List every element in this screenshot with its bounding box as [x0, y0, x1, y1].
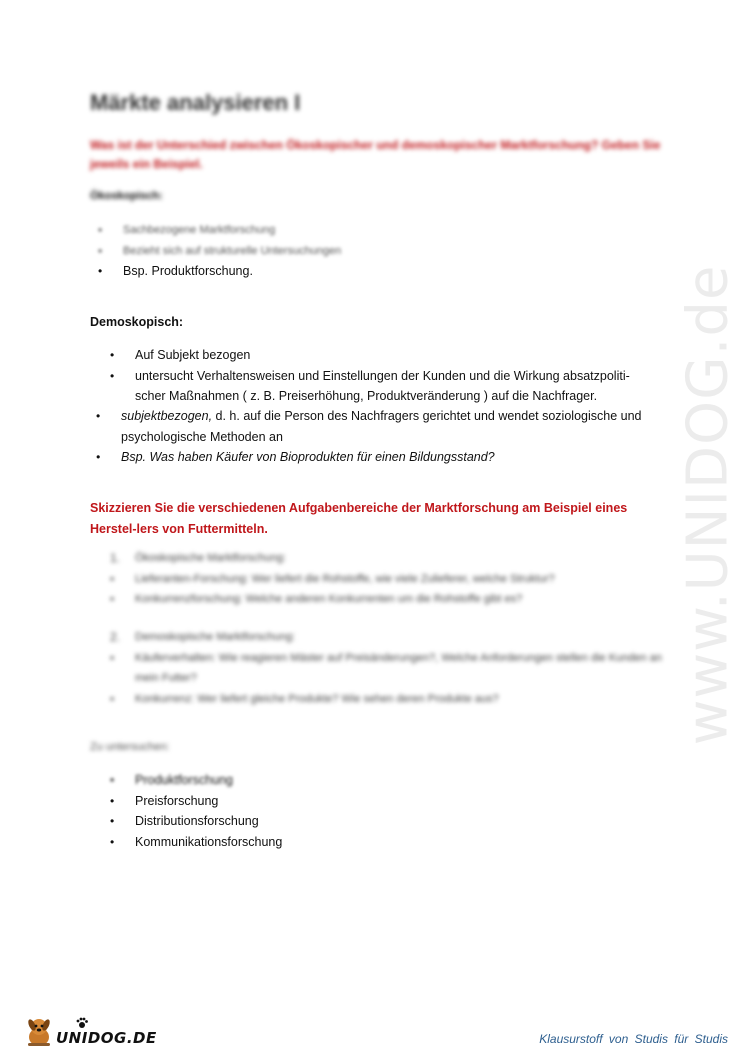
task-group-2 — [110, 627, 670, 709]
list-item: • Distributionsforschung — [110, 811, 650, 832]
heading-demoskopisch: Demoskopisch: — [90, 315, 184, 329]
watermark-text: www.UNIDOG.de — [675, 264, 741, 746]
list-item: • Konkurrenz: Wer liefert gleiche Produkte? Wie sehen deren Produkte aus? — [110, 689, 670, 710]
list-zu-untersuchen — [110, 770, 650, 852]
list-item: • Sachbezogene Marktforschung — [98, 220, 658, 241]
item-text: d. h. auf die Person des Nachfragers gerichtet und wendet soziologische und psychologische Methoden an — [121, 409, 642, 444]
page-title: Märkte analysieren I — [90, 90, 301, 115]
list-item: • Kommunikationsforschung — [110, 832, 650, 853]
question-2: Skizzieren Sie die verschiedenen Aufgabenbereiche der Marktforschung am Beispiel eines Herstel-lers von Futtermitteln. — [90, 501, 628, 536]
list-item: 1. Ökoskopische Marktforschung: — [110, 548, 670, 569]
italic-term: subjektbezogen, — [121, 409, 213, 423]
list-item: • Lieferanten-Forschung: Wer liefert die Rohstoffe, wie viele Zulieferer, welche Struktur? — [110, 569, 670, 590]
paw-icon — [76, 1017, 88, 1029]
list-item: • Preisforschung — [110, 791, 650, 812]
list-demoskopisch-b — [96, 406, 656, 468]
list-item: • Konkurrenzforschung: Welche anderen Konkurrenten um die Rohstoffe gibt es? — [110, 589, 670, 610]
footer-brand: UNIDOG.DE — [56, 1029, 157, 1047]
list-demoskopisch-a — [110, 345, 650, 407]
list-item: • Bsp. Was haben Käufer von Bioprodukten für einen Bildungsstand? — [96, 447, 656, 468]
heading-zu-untersuchen: Zu untersuchen: — [90, 741, 170, 753]
list-item: • Produktforschung — [110, 770, 650, 791]
list-oekoskopisch — [98, 220, 658, 282]
list-item: • Auf Subjekt bezogen — [110, 345, 650, 366]
heading-oekoskopisch: Ökoskopisch: — [90, 190, 163, 202]
footer-logo — [22, 1015, 157, 1049]
list-item: • Käuferverhalten: Wie reagieren Mäster auf Preisänderungen?, Welche Anforderungen stellen die Kunden an mein Futter? — [110, 648, 670, 689]
list-item: 2. Demoskopische Marktforschung: — [110, 627, 670, 648]
list-item — [96, 406, 656, 447]
list-item: • Bezieht sich auf strukturelle Untersuchungen — [98, 241, 658, 262]
footer-tagline: Klausurstoff von Studis für Studis — [539, 1032, 728, 1046]
list-item: • Bsp. Produktforschung. — [98, 261, 658, 282]
question-1: Was ist der Unterschied zwischen Ökoskopischer und demoskopischer Marktforschung? Geben Sie jeweils ein Beispiel. — [90, 138, 661, 171]
dog-mascot-icon — [22, 1015, 56, 1049]
list-item: • untersucht Verhaltensweisen und Einstellungen der Kunden und die Wirkung absatzpoliti-scher Maßnahmen ( z. B. Preiserhöhung, Produktveränderung ) auf die Nachfrager. — [110, 366, 650, 407]
task-group-1 — [110, 548, 670, 610]
